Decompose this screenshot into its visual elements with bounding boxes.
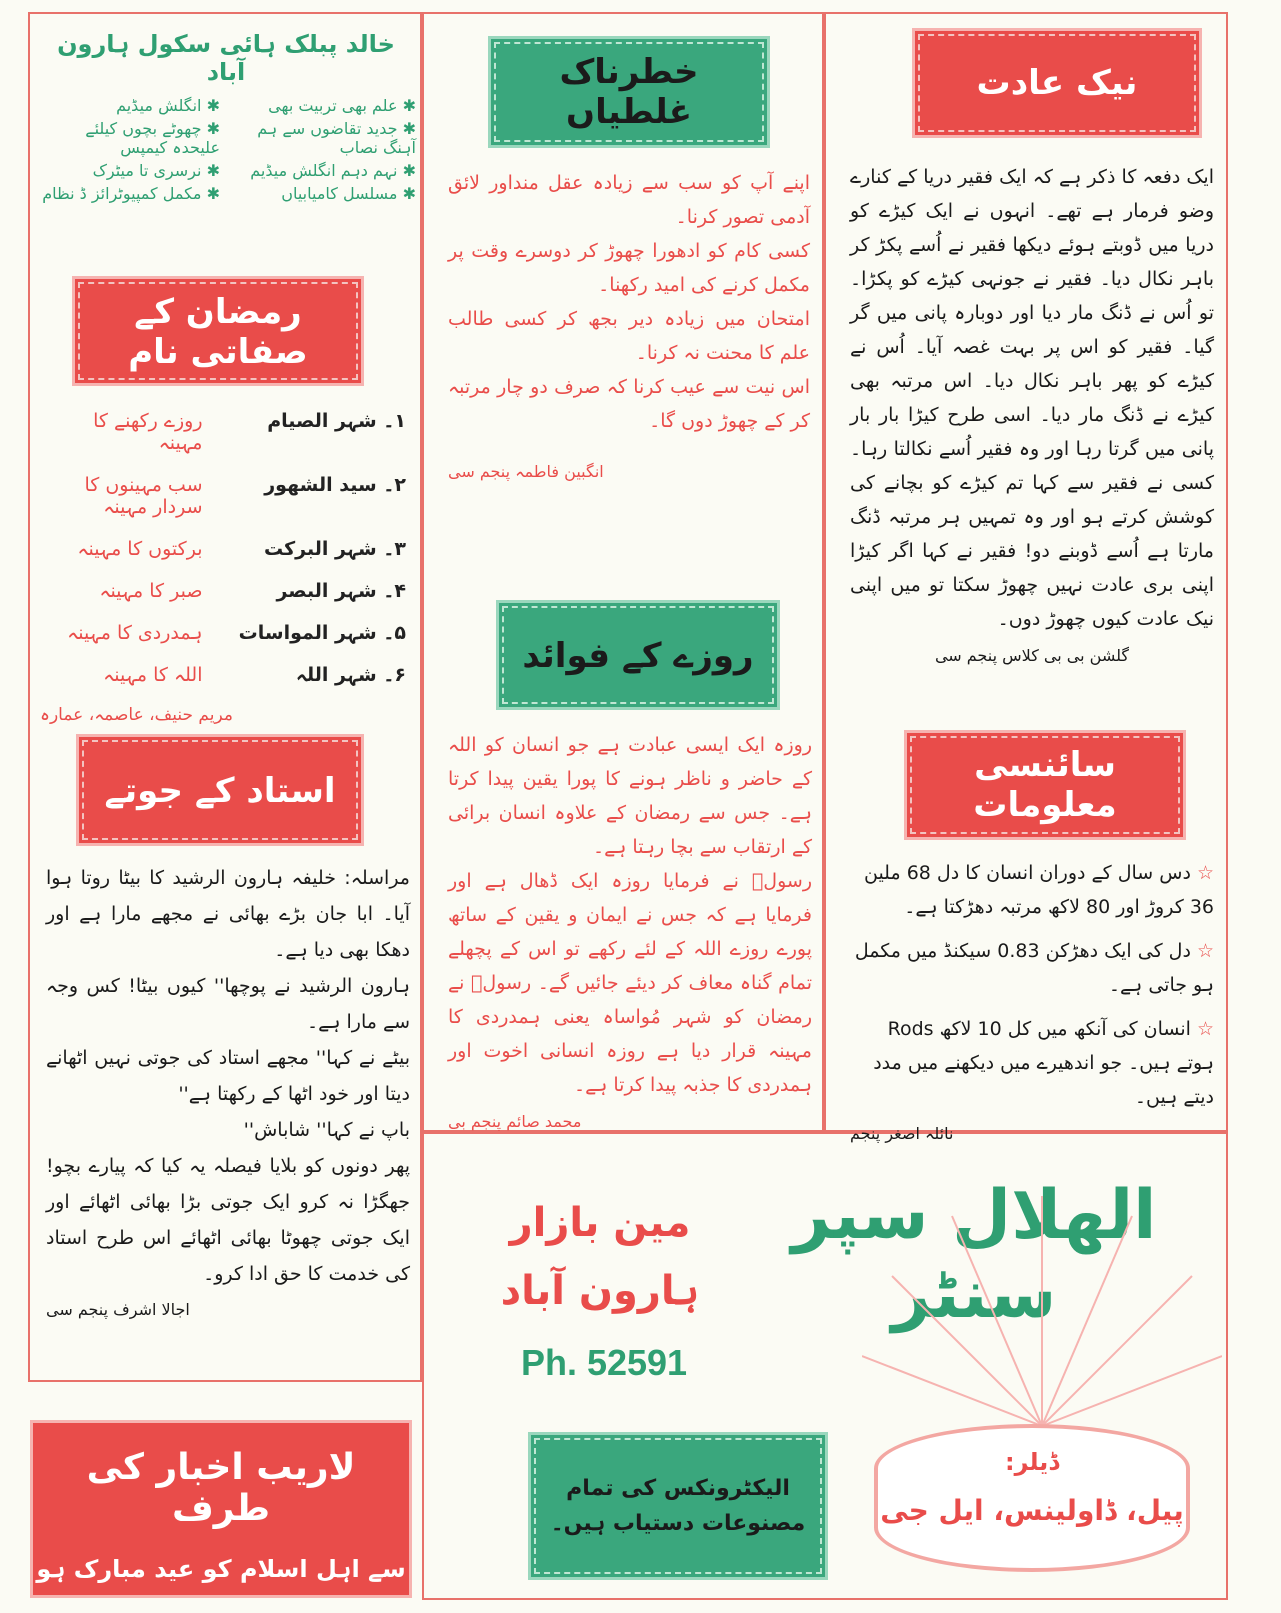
school-feature: ✱ مسلسل کامیابیاں [232, 184, 416, 203]
good-habit-author: گلشن بی بی کلاس پنجم سی [934, 646, 1130, 665]
story-paragraph: پھر دونوں کو بلایا فیصلہ یہ کیا کہ پیارے بچو! جھگڑا نہ کرو ایک جوتی بڑا بھائی اٹھائے اور ایک جوتی چھوٹا بھائی اٹھائے اس طرح استاد کی خدمت کا حق ادا کرو۔ [46, 1155, 410, 1285]
mistakes-author: انگبین فاطمہ پنجم سی [448, 462, 604, 481]
science-fact: ☆ دس سال کے دوران انسان کا دل 68 ملین 36 کروڑ اور 80 لاکھ مرتبہ دھڑکتا ہے۔ [850, 856, 1214, 924]
school-feature: ✱ نرسری تا میٹرک [36, 161, 220, 180]
table-row [40, 400, 410, 464]
school-ad [36, 30, 416, 203]
meaning-cell: ہمدردی کا مہینہ [67, 622, 203, 644]
meaning-cell: برکتوں کا مہینہ [77, 538, 203, 560]
name-cell: ۲۔ سید الشھور [264, 474, 406, 496]
dealer-badge [874, 1424, 1190, 1572]
ramzan-names-title: رمضان کے صفاتی نام [72, 276, 364, 386]
alhilal-store-name: الھلال سپر سنٹر [791, 1176, 1157, 1334]
fasting-paragraph: رسولؐ نے فرمایا روزہ ایک ڈھال ہے اور فرمایا ہے کہ جس نے ایمان و یقین کے ساتھ پورے روزے اللہ کے لئے رکھے تو اس کے پچھلے تمام گناہ معاف کر دیئے جائیں گے۔ رسولؐ نے رمضان کو شہر مُواساہ یعنی ہمدردی کا مہینہ قرار دیا ہے روزہ انسانی اخوت اور ہمدردی کا جذبہ پیدا کرتا ہے۔ [448, 870, 812, 1096]
good-habit-paragraph: ایک دفعہ کا ذکر ہے کہ ایک فقیر دریا کے کنارے وضو فرمار ہے تھے۔ انہوں نے ایک کیڑے کو دریا میں ڈوبتے ہوئے دیکھا فقیر نے اُسے پکڑ کر باہر نکال دیا۔ فقیر نے جونہی کیڑے کو پکڑا۔ تو اُس نے ڈنگ مار دیا اور دوبارہ پانی میں گر گیا۔ فقیر کو اس پر بہت غصہ آیا۔ اُس نے کیڑے کو پھر باہر نکال دیا۔ اس مرتبہ بھی کیڑے نے ڈنگ مار دیا۔ اسی طرح کیڑا بار بار پانی میں گرتا رہا اور وہ فقیر اُسے نکالتا رہا۔ کسی نے فقیر سے کہا تم کیڑے کو بچانے کی کوشش کرتے ہو اور وہ تمہیں ہر مرتبہ ڈنگ مارتا ہے اُسے ڈوبنے دو! فقیر نے کہا اگر کیڑا اپنی بری عادت نہیں چھوڑ سکتا تو میں اپنی نیک عادت کیوں چھوڑ دوں۔ [850, 166, 1214, 630]
mistake-item: اپنے آپ کو سب سے زیادہ عقل منداور لائق آدمی تصور کرنا۔ [448, 172, 810, 228]
science-section [850, 856, 1214, 1143]
name-cell: ۳۔ شہر البرکت [264, 538, 406, 560]
mistakes-title: خطرناک غلطیاں [488, 36, 770, 148]
fasting-title: روزے کے فوائد [496, 600, 780, 710]
name-cell: ۱۔ شہر الصیام [267, 410, 406, 432]
school-features [36, 96, 416, 203]
mistake-item: امتحان میں زیادہ دیر بجھ کر کسی طالب علم کا محنت نہ کرنا۔ [448, 308, 810, 364]
alhilal-phone: Ph. 52591 [520, 1342, 688, 1383]
school-feature: ✱ علم بھی تربیت بھی [232, 96, 416, 115]
science-fact: ☆ انسان کی آنکھ میں کل 10 لاکھ Rods ہوتے ہیں۔ جو اندھیرے میں دیکھنے میں مدد دیتے ہیں۔ [850, 1012, 1214, 1114]
electronics-box [528, 1432, 828, 1580]
ramzan-names-section [40, 400, 410, 725]
name-cell: ۴۔ شہر البصر [276, 580, 406, 602]
school-feature: ✱ انگلش میڈیم [36, 96, 220, 115]
name-cell: ۵۔ شہر المواسات [238, 622, 406, 644]
ustad-shoes-story [46, 860, 410, 1319]
school-title: خالد پبلک ہائی سکول ہارون آباد [57, 30, 395, 86]
fasting-author: محمد صائم پنجم بی [448, 1112, 582, 1131]
science-title: سائنسی معلومات [904, 730, 1186, 840]
dealer-brands: پیل، ڈاولینس، ایل جی [880, 1494, 1184, 1527]
story-paragraph: مراسلہ: خلیفہ ہارون الرشید کا بیٹا روتا ہوا آیا۔ ابا جان بڑے بھائی نے مجھے مارا ہے اور دھکا بھی دیا ہے۔ [46, 867, 410, 961]
good-habit-section [850, 160, 1214, 665]
table-row [40, 528, 410, 570]
lareeb-eid-banner [30, 1420, 412, 1598]
ramzan-author: مریم حنیف، عاصمہ، عمارہ [40, 705, 233, 725]
meaning-cell: صبر کا مہینہ [99, 580, 203, 602]
table-row [40, 654, 410, 696]
table-row [40, 570, 410, 612]
story-paragraph: باپ نے کہا'' شاباش'' [243, 1119, 410, 1141]
school-feature: ✱ نہم دہم انگلش میڈیم [232, 161, 416, 180]
science-fact: ☆ دل کی ایک دھڑکن 0.83 سیکنڈ میں مکمل ہو جاتی ہے۔ [850, 934, 1214, 1002]
sunburst-decoration [862, 1176, 1222, 1426]
table-row [40, 464, 410, 528]
science-author: نائلہ اصغر پنجم [850, 1124, 954, 1143]
dealer-label: ڈیلر: [1004, 1448, 1060, 1476]
school-feature: ✱ جدید تقاضوں سے ہم آہنگ نصاب [232, 119, 416, 157]
meaning-cell: اللہ کا مہینہ [103, 664, 203, 686]
fasting-section [448, 728, 812, 1131]
ustad-shoes-title: استاد کے جوتے [76, 734, 364, 846]
table-row [40, 612, 410, 654]
meaning-cell: سب مہینوں کا سردار مہینہ [84, 474, 203, 518]
alhilal-address2: ہارون آباد [500, 1268, 700, 1314]
school-feature: ✱ مکمل کمپیوٹرائز ڈ نظام [36, 184, 220, 203]
electronics-line1: الیکٹرونکس کی تمام [566, 1476, 790, 1501]
lareeb-line2: سے اہل اسلام کو عید مبارک ہو [36, 1555, 406, 1583]
school-feature: ✱ چھوٹے بچوں کیلئے علیحدہ کیمپس [36, 119, 220, 157]
name-cell: ۶۔ شہر اللہ [295, 664, 406, 686]
ramzan-names-table [40, 400, 410, 696]
mistakes-section [448, 166, 810, 481]
mistake-item: کسی کام کو ادھورا چھوڑ کر دوسرے وقت پر مکمل کرنے کی امید رکھنا۔ [448, 240, 810, 296]
ustad-author: اجالا اشرف پنجم سی [46, 1300, 190, 1319]
story-paragraph: بیٹے نے کہا'' مجھے استاد کی جوتی نہیں اٹھانے دیتا اور خود اٹھا کے رکھتا ہے'' [46, 1047, 410, 1105]
fasting-paragraph: روزہ ایک ایسی عبادت ہے جو انسان کو اللہ کے حاضر و ناظر ہونے کا پورا یقین پیدا کرتا ہے۔ جس سے رمضان کے علاوہ انسان برائی کے ارتقاب سے بچا رہتا ہے۔ [448, 734, 812, 858]
story-paragraph: ہارون الرشید نے پوچھا'' کیوں بیٹا! کس وجہ سے مارا ہے۔ [46, 975, 410, 1033]
electronics-line2: مصنوعات دستیاب ہیں۔ [550, 1511, 806, 1536]
mistake-item: اس نیت سے عیب کرنا کہ صرف دو چار مرتبہ کر کے چھوڑ دوں گا۔ [448, 376, 810, 432]
lareeb-line1: لاریب اخبار کی طرف [86, 1447, 356, 1529]
meaning-cell: روزے رکھنے کا مہینہ [93, 410, 203, 454]
alhilal-address1: مین بازار [509, 1200, 691, 1246]
good-habit-title: نیک عادت [912, 28, 1202, 138]
